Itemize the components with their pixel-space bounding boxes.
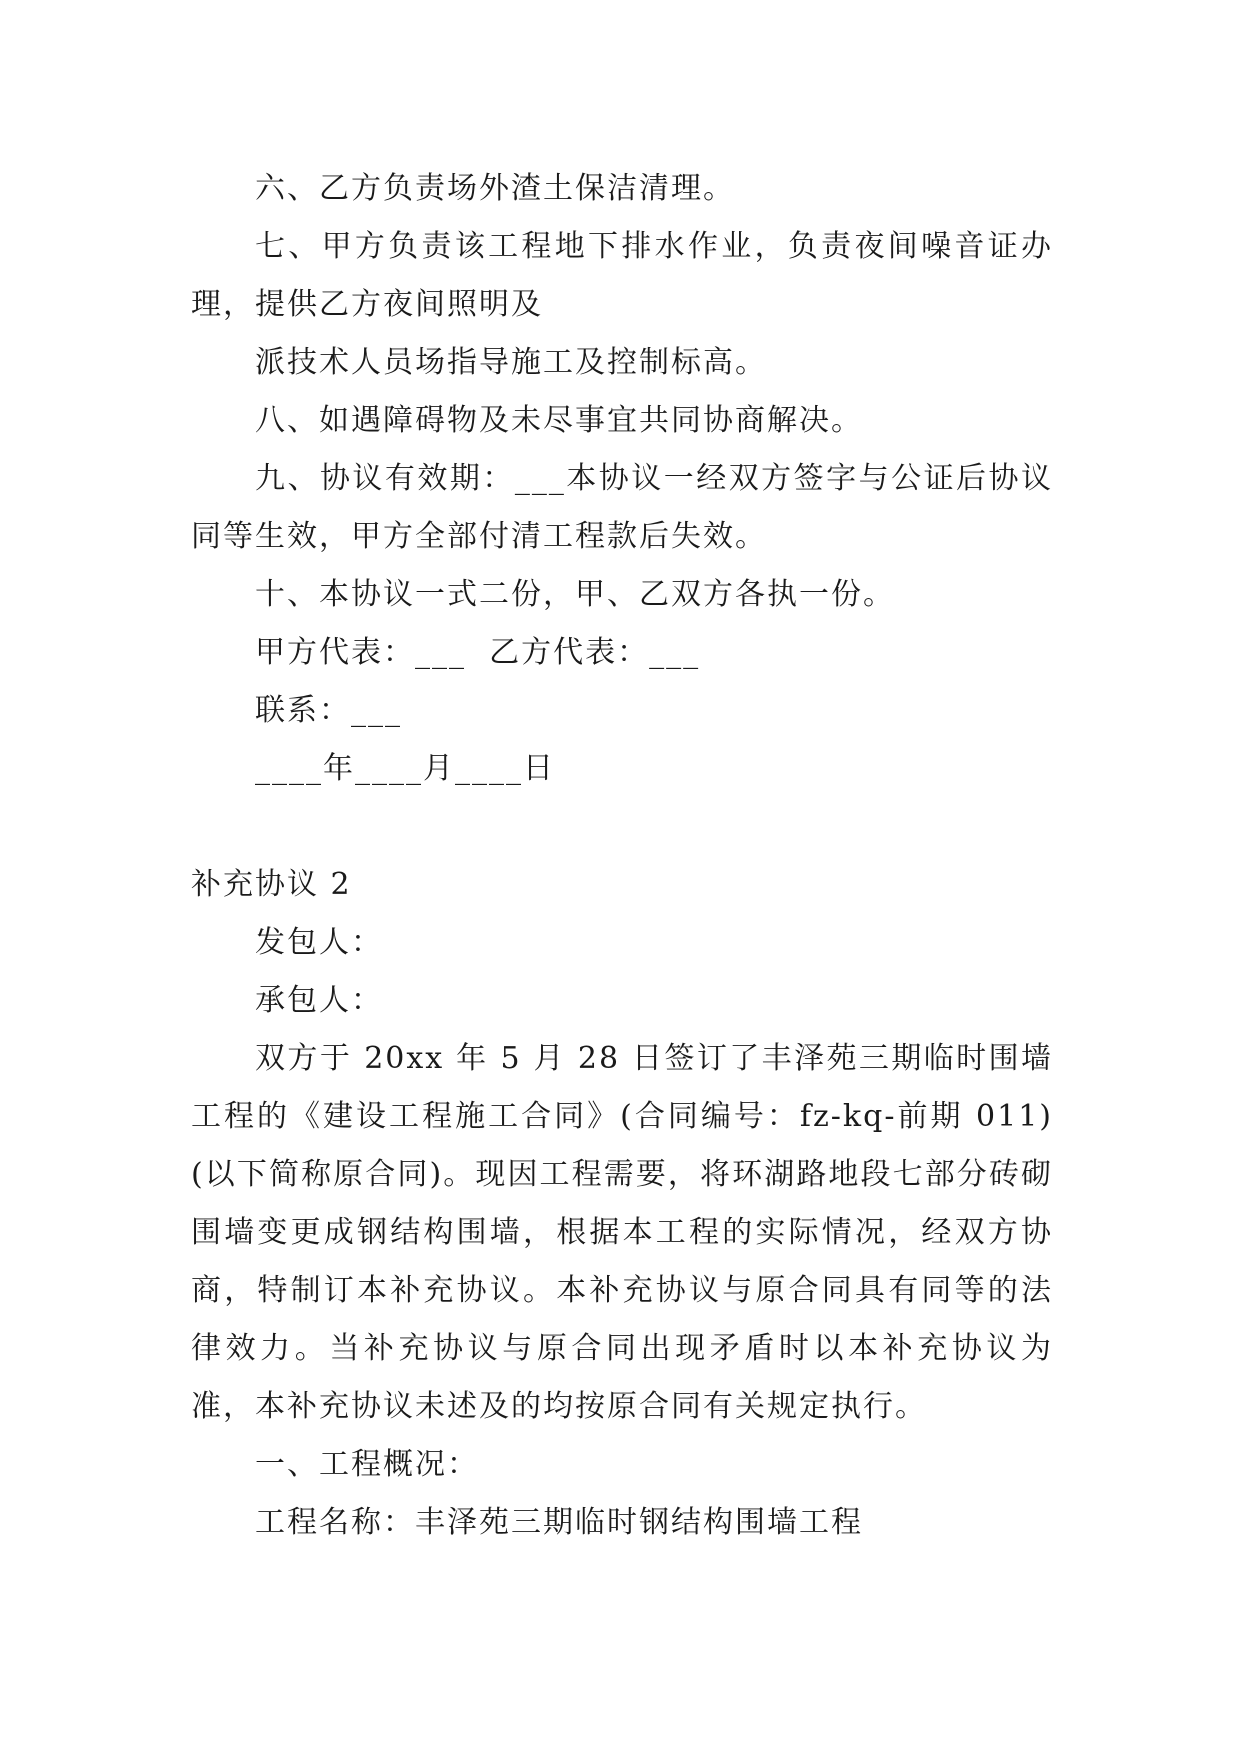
agreement-intro: 双方于 20xx 年 5 月 28 日签订了丰泽苑三期临时围墙工程的《建设工程施工合同》(合同编号：fz-kq-前期 011)(以下简称原合同)。现因工程需要，将环湖路地段七部分砖砌围墙变更成钢结构围墙，根据本工程的实际情况，经双方协商，特制订本补充协议。本补充协议与原合同具有同等的法律效力。当补充协议与原合同出现矛盾时以本补充协议为准，本补充协议未述及的均按原合同有关规定执行。 bbox=[191, 1041, 1053, 1424]
contractor-line: 承包人： bbox=[255, 983, 383, 1018]
clause-9: 九、协议有效期：___本协议一经双方签字与公证后协议同等生效，甲方全部付清工程款后失效。 bbox=[191, 461, 1053, 554]
clause-8: 八、如遇障碍物及未尽事宜共同协商解决。 bbox=[255, 403, 863, 438]
representatives-line: 甲方代表：___ 乙方代表：___ bbox=[255, 635, 701, 670]
clause-6: 六、乙方负责场外渣土保洁清理。 bbox=[255, 171, 735, 206]
clause-7-continuation: 派技术人员场指导施工及控制标高。 bbox=[255, 345, 767, 380]
section-1-heading: 一、工程概况： bbox=[255, 1447, 479, 1482]
date-line: ____年____月____日 bbox=[255, 751, 555, 786]
supplementary-agreement-title: 补充协议 2 bbox=[191, 867, 352, 902]
clause-7: 七、甲方负责该工程地下排水作业，负责夜间噪音证办理，提供乙方夜间照明及 bbox=[191, 229, 1053, 322]
project-name-line: 工程名称：丰泽苑三期临时钢结构围墙工程 bbox=[255, 1505, 863, 1540]
employer-line: 发包人： bbox=[255, 925, 383, 960]
document-body bbox=[191, 160, 1053, 1552]
clause-10: 十、本协议一式二份，甲、乙双方各执一份。 bbox=[255, 577, 895, 612]
contact-line: 联系：___ bbox=[255, 693, 402, 728]
